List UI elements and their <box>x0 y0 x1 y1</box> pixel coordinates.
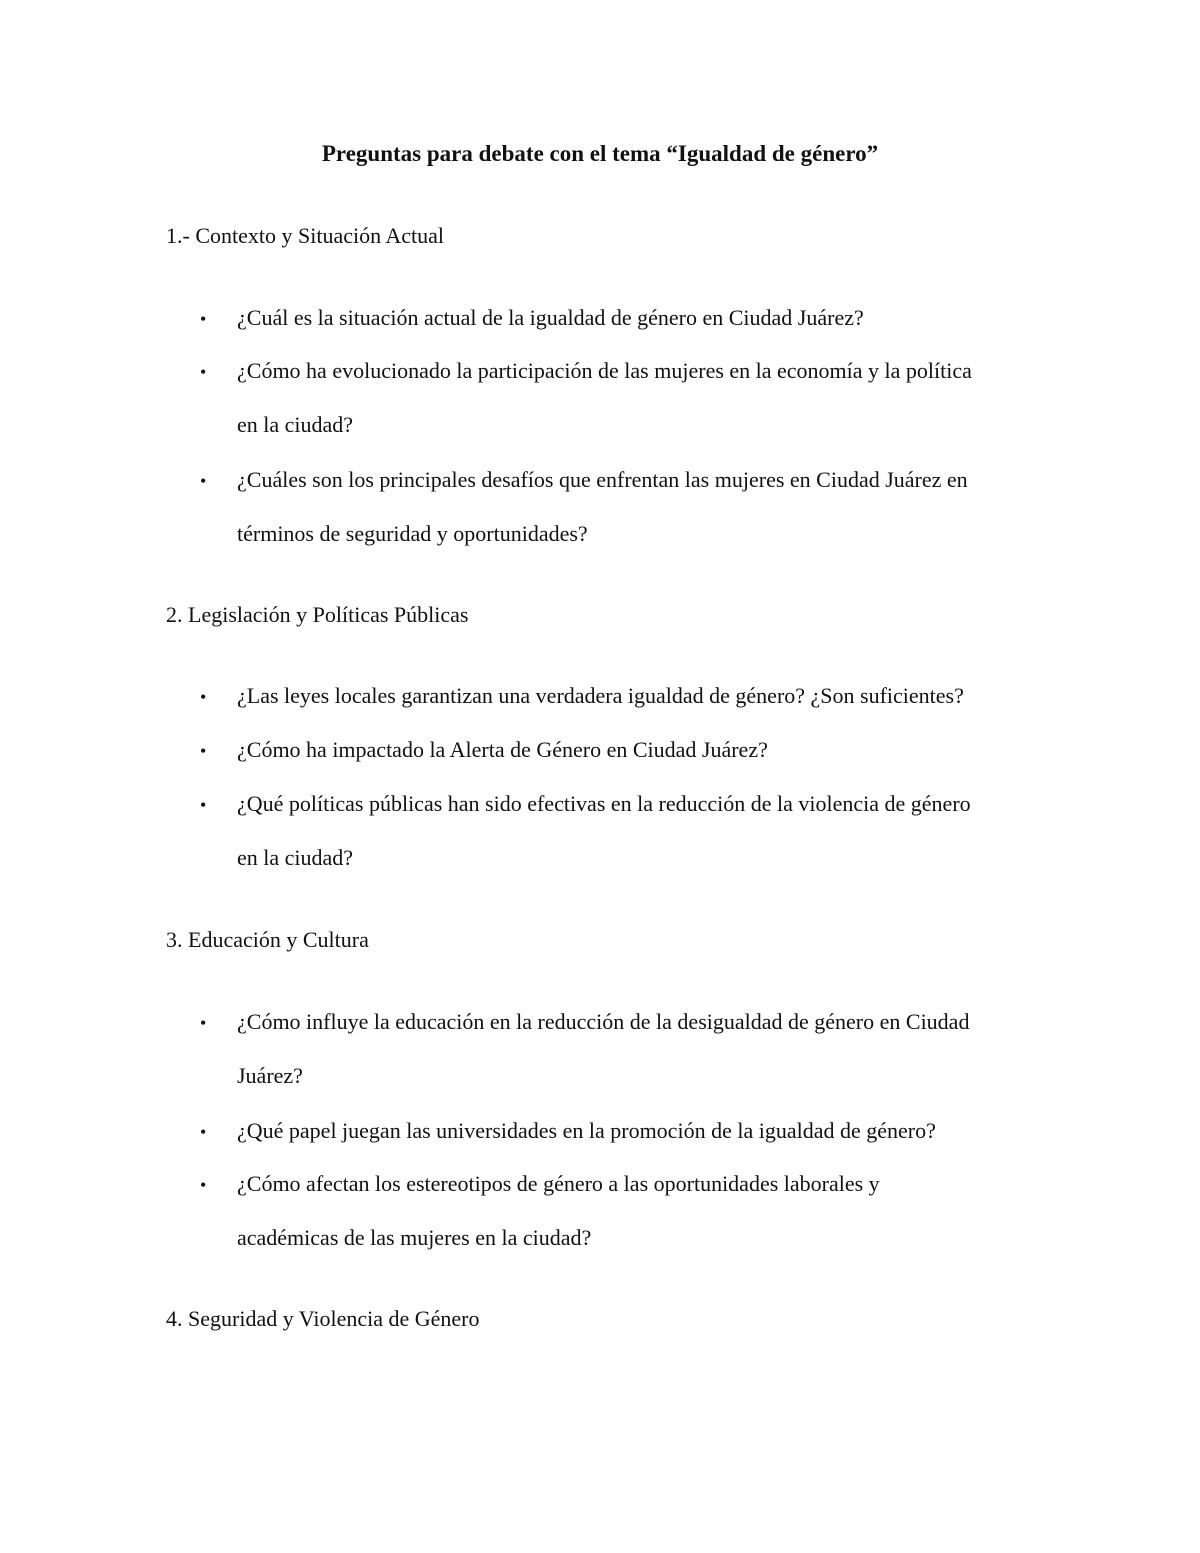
question-line: ¿Qué políticas públicas han sido efectivas en la reducción de la violencia de género <box>237 791 971 816</box>
section-heading-2: 2. Legislación y Políticas Públicas <box>166 602 469 627</box>
document-title: Preguntas para debate con el tema “Igualdad de género” <box>321 141 879 166</box>
question-line: ¿Cómo afectan los estereotipos de género a las oportunidades laborales y <box>237 1171 880 1196</box>
section-heading-3: 3. Educación y Cultura <box>166 927 369 952</box>
question-line: ¿Cómo influye la educación en la reducción de la desigualdad de género en Ciudad <box>237 1009 970 1034</box>
question-line: ¿Cuáles son los principales desafíos que enfrentan las mujeres en Ciudad Juárez en <box>237 467 968 492</box>
question-line-continuation: Juárez? <box>237 1063 303 1088</box>
bullet-icon: • <box>200 362 207 382</box>
bullet-icon: • <box>200 795 207 815</box>
question-line-continuation: en la ciudad? <box>237 845 354 870</box>
bullet-icon: • <box>200 471 207 491</box>
section-heading-1: 1.- Contexto y Situación Actual <box>166 223 445 248</box>
bullet-icon: • <box>200 741 207 761</box>
question-line: ¿Cuál es la situación actual de la igualdad de género en Ciudad Juárez? <box>237 305 864 330</box>
question-line: ¿Cómo ha evolucionado la participación de las mujeres en la economía y la política <box>237 358 972 383</box>
question-line-continuation: términos de seguridad y oportunidades? <box>237 521 588 546</box>
question-line: ¿Cómo ha impactado la Alerta de Género en Ciudad Juárez? <box>237 737 768 762</box>
section-heading-4: 4. Seguridad y Violencia de Género <box>166 1306 480 1331</box>
bullet-icon: • <box>200 1013 207 1033</box>
question-line: ¿Las leyes locales garantizan una verdadera igualdad de género? ¿Son suficientes? <box>237 683 964 708</box>
bullet-icon: • <box>200 687 207 707</box>
bullet-icon: • <box>200 1175 207 1195</box>
question-line: ¿Qué papel juegan las universidades en la promoción de la igualdad de género? <box>237 1118 936 1143</box>
question-line-continuation: académicas de las mujeres en la ciudad? <box>237 1225 592 1250</box>
bullet-icon: • <box>200 309 207 329</box>
bullet-icon: • <box>200 1122 207 1142</box>
question-line-continuation: en la ciudad? <box>237 412 354 437</box>
